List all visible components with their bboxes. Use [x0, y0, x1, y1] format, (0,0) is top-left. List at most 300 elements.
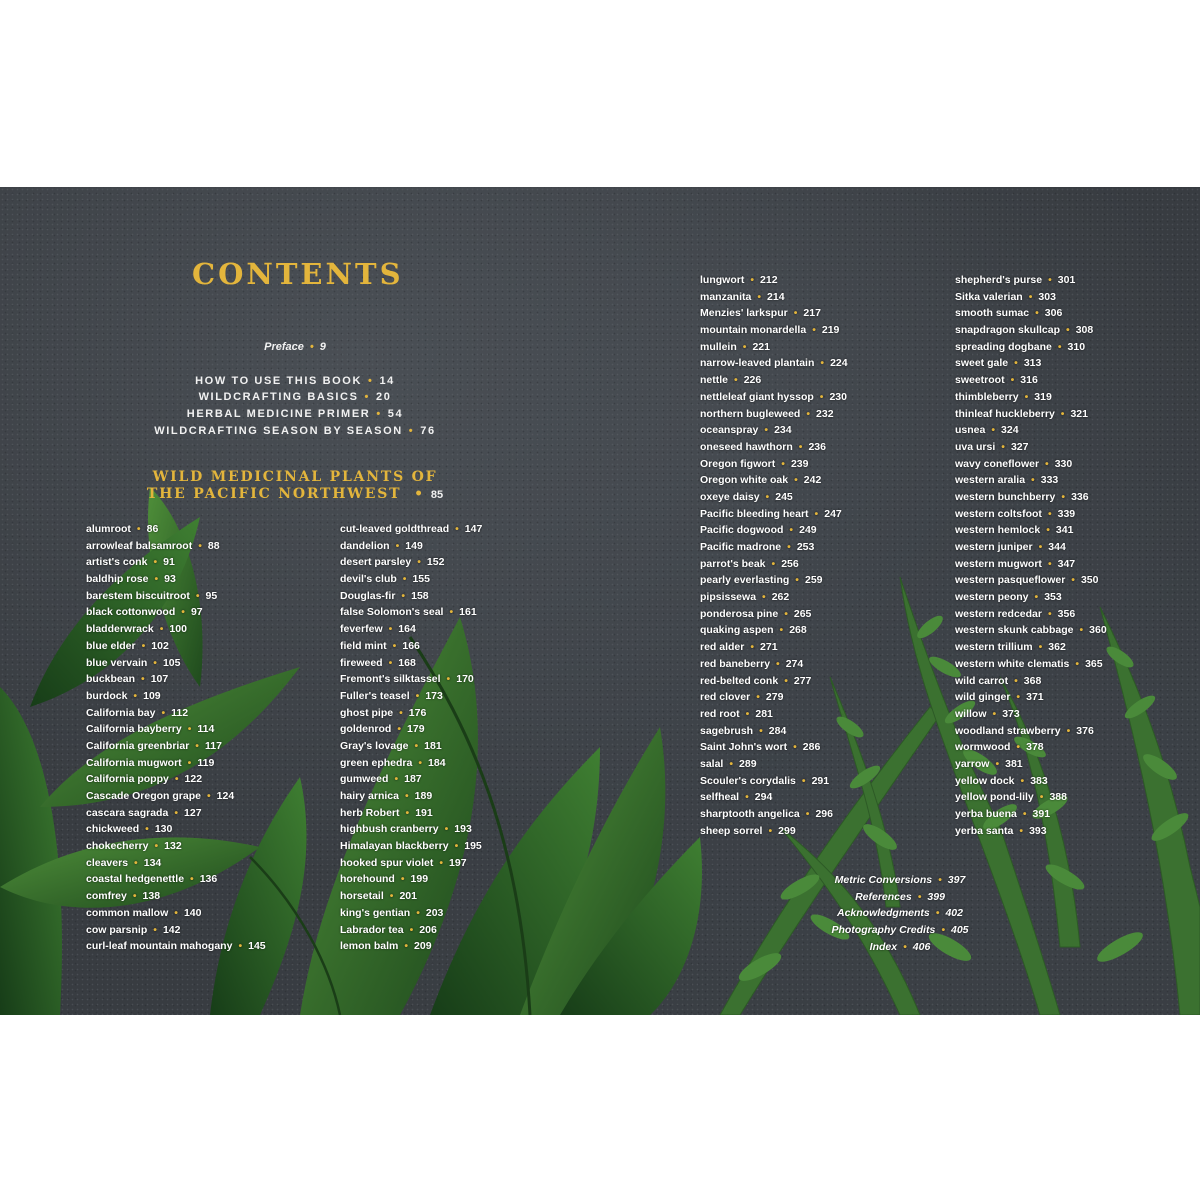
- page-number: 54: [387, 408, 404, 421]
- entry-title: Metric Conversions: [834, 874, 933, 886]
- bullet: •: [415, 689, 420, 702]
- entry-title: Acknowledgments: [837, 907, 930, 920]
- toc-entry[interactable]: [700, 589, 848, 606]
- bullet: •: [801, 774, 806, 787]
- bullet: •: [1019, 824, 1024, 837]
- plant-list-column-3: [700, 272, 848, 839]
- toc-entry[interactable]: [86, 671, 266, 688]
- page-number: 247: [824, 507, 842, 520]
- toc-entry[interactable]: [700, 406, 848, 423]
- entry-title: yerba buena: [955, 808, 1017, 820]
- bullet: •: [742, 340, 747, 353]
- toc-entry[interactable]: [700, 673, 848, 690]
- toc-entry[interactable]: [340, 655, 482, 672]
- toc-entry[interactable]: [955, 706, 1107, 723]
- page-number: 147: [464, 523, 483, 535]
- bullet: •: [364, 391, 370, 404]
- page-number: 95: [205, 589, 218, 602]
- toc-entry[interactable]: [140, 373, 450, 390]
- toc-entry[interactable]: [700, 422, 848, 439]
- toc-entry[interactable]: [955, 739, 1107, 756]
- entry-title: mullein: [700, 340, 737, 353]
- toc-entry[interactable]: [86, 705, 266, 722]
- toc-entry[interactable]: [140, 406, 450, 423]
- bullet: •: [729, 757, 734, 770]
- bullet: •: [145, 823, 149, 836]
- toc-entry[interactable]: [700, 522, 848, 539]
- toc-entry[interactable]: [700, 823, 848, 840]
- bullet: •: [1038, 641, 1043, 654]
- entry-title: spreading dogbane: [955, 340, 1052, 353]
- page-number: 117: [204, 739, 222, 752]
- entry-title: western juniper: [955, 541, 1033, 553]
- toc-entry[interactable]: [955, 439, 1107, 456]
- bullet: •: [1066, 324, 1070, 337]
- bullet: •: [1014, 357, 1018, 370]
- entry-title: herb Robert: [340, 806, 400, 819]
- bullet: •: [1045, 457, 1049, 470]
- bullet: •: [174, 906, 178, 919]
- page-number: 333: [1040, 474, 1059, 487]
- toc-entry[interactable]: [700, 806, 848, 823]
- toc-entry[interactable]: [700, 389, 848, 406]
- toc-entry[interactable]: [86, 538, 266, 555]
- toc-entry[interactable]: [86, 638, 266, 655]
- plant-list-column-1: [86, 521, 266, 955]
- toc-entry[interactable]: [340, 888, 482, 905]
- toc-entry[interactable]: [340, 721, 482, 738]
- page-number: 406: [912, 940, 931, 953]
- page-number: 362: [1048, 641, 1066, 654]
- page-number: 256: [781, 557, 799, 570]
- book-spread: [0, 187, 1200, 1015]
- toc-entry[interactable]: [700, 439, 848, 456]
- page-number: 122: [184, 773, 203, 786]
- toc-entry[interactable]: [955, 689, 1107, 706]
- page-number: 166: [402, 639, 420, 652]
- page-number: 360: [1089, 624, 1107, 637]
- page-number: 127: [184, 806, 202, 819]
- entry-title: yellow dock: [955, 774, 1015, 787]
- toc-entry[interactable]: [700, 706, 848, 723]
- toc-entry[interactable]: [800, 889, 1000, 906]
- entry-title: HOW TO USE THIS BOOK: [195, 374, 362, 387]
- page-number: 274: [785, 657, 804, 670]
- entry-title: Fremont's silktassel: [340, 673, 441, 686]
- toc-entry[interactable]: [955, 289, 1107, 306]
- entry-title: western trillium: [955, 641, 1033, 654]
- page-number: 142: [162, 923, 181, 936]
- toc-entry[interactable]: [955, 305, 1107, 322]
- page-number: 105: [162, 656, 181, 669]
- toc-entry[interactable]: [340, 938, 482, 955]
- toc-entry[interactable]: [86, 621, 266, 638]
- page-number: 132: [164, 840, 182, 853]
- toc-entry[interactable]: [700, 723, 848, 740]
- page-number: 239: [790, 457, 809, 470]
- toc-entry[interactable]: [140, 423, 450, 440]
- page-number: 339: [1057, 507, 1076, 520]
- toc-entry[interactable]: [700, 272, 848, 289]
- toc-entry[interactable]: [340, 771, 482, 788]
- toc-entry[interactable]: [955, 622, 1107, 639]
- page-number: 365: [1085, 657, 1103, 670]
- section-heading-line1: WILD MEDICINAL PLANTS OF: [152, 469, 438, 485]
- toc-entry[interactable]: [340, 922, 482, 939]
- toc-entry[interactable]: [700, 506, 848, 523]
- toc-entry[interactable]: [955, 539, 1107, 556]
- bullet: •: [409, 923, 414, 936]
- bullet: •: [439, 856, 444, 869]
- page-number: 310: [1067, 340, 1086, 353]
- bullet: •: [174, 773, 179, 786]
- toc-entry[interactable]: [340, 871, 482, 888]
- entry-title: WILDCRAFTING BASICS: [198, 391, 359, 404]
- toc-entry[interactable]: [955, 589, 1107, 606]
- toc-entry[interactable]: [700, 689, 848, 706]
- toc-entry[interactable]: [86, 688, 266, 705]
- page-number: 319: [1034, 390, 1052, 403]
- toc-entry[interactable]: [800, 872, 1000, 889]
- entry-title: red-belted conk: [700, 674, 779, 687]
- toc-entry[interactable]: [700, 305, 848, 322]
- page-number: 124: [216, 790, 235, 802]
- entry-title: highbush cranberry: [340, 823, 439, 836]
- toc-entry[interactable]: [340, 621, 482, 638]
- toc-entry[interactable]: [340, 738, 482, 755]
- bullet: •: [1060, 407, 1065, 420]
- entry-title: red alder: [700, 641, 745, 654]
- page-number: 289: [739, 757, 757, 770]
- toc-entry[interactable]: [340, 755, 482, 772]
- toc-entry[interactable]: [700, 739, 848, 756]
- entry-title: sagebrush: [700, 724, 754, 737]
- toc-entry[interactable]: [955, 806, 1107, 823]
- toc-entry[interactable]: [700, 556, 848, 573]
- entry-title: California bayberry: [86, 723, 182, 736]
- page-number: 336: [1071, 490, 1089, 503]
- toc-entry[interactable]: [955, 556, 1107, 573]
- bullet: •: [1047, 507, 1052, 520]
- page-number: 9: [319, 341, 326, 353]
- toc-entry[interactable]: [340, 671, 482, 688]
- toc-entry[interactable]: [800, 922, 1000, 939]
- toc-entry[interactable]: [86, 938, 266, 955]
- bullet: •: [206, 790, 211, 802]
- page-number: 214: [767, 290, 785, 303]
- page-number: 341: [1055, 524, 1074, 537]
- page-number: 164: [398, 623, 416, 636]
- toc-entry[interactable]: [700, 756, 848, 773]
- toc-entry[interactable]: [340, 588, 482, 605]
- toc-entry[interactable]: [700, 539, 848, 556]
- bullet: •: [1001, 440, 1005, 453]
- toc-entry[interactable]: [955, 656, 1107, 673]
- toc-entry[interactable]: [800, 905, 1000, 922]
- toc-entry[interactable]: [955, 506, 1107, 523]
- entry-title: Labrador tea: [340, 923, 404, 936]
- toc-entry[interactable]: [340, 688, 482, 705]
- page-number: 265: [793, 607, 812, 620]
- entry-title: parrot's beak: [700, 557, 766, 570]
- toc-entry[interactable]: [340, 855, 482, 872]
- toc-entry[interactable]: [955, 639, 1107, 656]
- bullet: •: [444, 823, 449, 836]
- page-number: 161: [459, 606, 477, 619]
- bullet: •: [820, 357, 825, 370]
- toc-entry[interactable]: [700, 622, 848, 639]
- page-number: 303: [1038, 290, 1056, 303]
- page-number: 399: [927, 890, 945, 903]
- toc-entry[interactable]: [86, 604, 266, 621]
- bullet: •: [765, 490, 770, 503]
- toc-entry[interactable]: [86, 905, 266, 922]
- toc-entry[interactable]: [955, 572, 1107, 589]
- bullet: •: [793, 741, 797, 754]
- entry-title: Gray's lovage: [340, 739, 409, 752]
- toc-entry[interactable]: [340, 638, 482, 655]
- entry-title: cow parsnip: [86, 923, 148, 936]
- toc-entry[interactable]: [86, 805, 266, 822]
- toc-entry[interactable]: [700, 489, 848, 506]
- bullet: •: [819, 390, 824, 403]
- bullet: •: [776, 657, 780, 670]
- entry-title: wavy coneflower: [955, 457, 1040, 470]
- toc-entry[interactable]: [86, 888, 266, 905]
- page-number: 100: [169, 623, 187, 636]
- bullet: •: [938, 874, 942, 886]
- toc-entry[interactable]: [700, 355, 848, 372]
- page-number: 397: [947, 874, 966, 886]
- entry-title: Sitka valerian: [955, 290, 1023, 303]
- entry-title: thimbleberry: [955, 390, 1019, 403]
- entry-title: Pacific bleeding heart: [700, 507, 809, 520]
- bullet: •: [195, 589, 200, 602]
- toc-entry[interactable]: [800, 939, 1000, 956]
- bullet: •: [1039, 791, 1044, 804]
- toc-entry[interactable]: [955, 322, 1107, 339]
- bullet: •: [376, 408, 382, 421]
- bullet: •: [903, 940, 907, 953]
- bullet: •: [455, 523, 459, 535]
- page-number: 313: [1023, 357, 1042, 370]
- entry-title: sweetroot: [955, 374, 1005, 387]
- entry-title: buckbean: [86, 673, 136, 686]
- bullet: •: [1031, 474, 1035, 487]
- bullet: •: [759, 724, 763, 737]
- bullet: •: [1057, 340, 1062, 353]
- toc-entry[interactable]: [955, 673, 1107, 690]
- bullet: •: [1014, 674, 1018, 687]
- page-number: 262: [771, 591, 790, 604]
- toc-entry[interactable]: [86, 721, 266, 738]
- entry-title: cleavers: [86, 856, 129, 869]
- page-number: 378: [1026, 741, 1044, 754]
- toc-entry[interactable]: [955, 339, 1107, 356]
- bullet: •: [414, 739, 419, 752]
- toc-entry[interactable]: [955, 823, 1107, 840]
- toc-entry[interactable]: [700, 789, 848, 806]
- page-number: 253: [796, 541, 815, 553]
- toc-entry[interactable]: [955, 422, 1107, 439]
- toc-entry[interactable]: [86, 554, 266, 571]
- toc-entry[interactable]: [700, 456, 848, 473]
- bullet: •: [1047, 607, 1052, 620]
- toc-entry[interactable]: [340, 604, 482, 621]
- toc-entry[interactable]: [955, 756, 1107, 773]
- toc-entry[interactable]: [86, 755, 266, 772]
- toc-entry[interactable]: [700, 639, 848, 656]
- bullet: •: [805, 808, 810, 820]
- bullet: •: [1035, 307, 1039, 320]
- entry-title: hooked spur violet: [340, 856, 434, 869]
- entry-title: feverfew: [340, 623, 383, 636]
- entry-title: coastal hedgenettle: [86, 873, 185, 886]
- page-number: 209: [414, 940, 432, 953]
- entry-title: artist's conk: [86, 556, 148, 569]
- toc-entry[interactable]: [700, 289, 848, 306]
- toc-entry[interactable]: [700, 472, 848, 489]
- toc-entry[interactable]: [955, 773, 1107, 790]
- entry-title: Pacific madrone: [700, 541, 782, 553]
- entry-title: cascara sagrada: [86, 806, 169, 819]
- toc-entry[interactable]: [86, 855, 266, 872]
- toc-entry[interactable]: [86, 571, 266, 588]
- toc-entry[interactable]: [340, 538, 482, 555]
- toc-entry[interactable]: [140, 389, 450, 406]
- toc-entry[interactable]: [340, 805, 482, 822]
- entry-title: baldhip rose: [86, 573, 149, 586]
- page-number: 203: [425, 906, 444, 919]
- bullet: •: [798, 440, 803, 453]
- entry-title: smooth sumac: [955, 307, 1030, 320]
- section-page-number: 85: [430, 489, 444, 501]
- page-number: 381: [1005, 757, 1023, 770]
- entry-title: wormwood: [955, 741, 1011, 754]
- toc-entry[interactable]: [955, 789, 1107, 806]
- toc-entry[interactable]: [86, 521, 266, 538]
- bullet: •: [995, 757, 1000, 770]
- bullet: •: [784, 674, 788, 687]
- toc-entry[interactable]: [86, 788, 266, 805]
- bullet: •: [132, 890, 137, 903]
- toc-entry[interactable]: [86, 588, 266, 605]
- toc-entry[interactable]: [955, 372, 1107, 389]
- entry-title: chickweed: [86, 823, 140, 836]
- entry-title: California bay: [86, 706, 156, 719]
- page-number: 301: [1057, 274, 1076, 286]
- toc-entry[interactable]: [340, 821, 482, 838]
- toc-entry[interactable]: [340, 838, 482, 855]
- toc-entry[interactable]: [86, 871, 266, 888]
- toc-entry[interactable]: [340, 521, 482, 538]
- toc-entry[interactable]: [86, 655, 266, 672]
- toc-entry[interactable]: [340, 571, 482, 588]
- toc-entry[interactable]: [955, 389, 1107, 406]
- page-number: 391: [1032, 808, 1051, 820]
- front-matter-list: [140, 339, 450, 439]
- page-number: 277: [793, 674, 812, 687]
- entry-title: horehound: [340, 873, 395, 886]
- toc-entry[interactable]: [86, 771, 266, 788]
- toc-entry[interactable]: [700, 339, 848, 356]
- page-number: 189: [414, 790, 433, 802]
- toc-entry[interactable]: [86, 738, 266, 755]
- entry-title: western redcedar: [955, 607, 1042, 620]
- toc-entry[interactable]: [955, 522, 1107, 539]
- page-number: 14: [379, 374, 395, 387]
- toc-entry[interactable]: [86, 922, 266, 939]
- page-number: 234: [774, 424, 792, 437]
- bullet: •: [141, 639, 146, 652]
- page-number: 281: [755, 707, 773, 720]
- entry-title: Photography Credits: [831, 924, 936, 937]
- entry-title: western aralia: [955, 474, 1026, 487]
- page-number: 140: [183, 906, 202, 919]
- bullet: •: [917, 890, 922, 903]
- page-number: 193: [454, 823, 472, 836]
- toc-entry[interactable]: [955, 456, 1107, 473]
- toc-entry[interactable]: [700, 322, 848, 339]
- page-number: 134: [143, 856, 162, 869]
- toc-entry[interactable]: [340, 705, 482, 722]
- toc-entry[interactable]: [340, 788, 482, 805]
- page-number: 350: [1080, 574, 1099, 587]
- toc-entry[interactable]: [955, 606, 1107, 623]
- toc-entry[interactable]: [340, 554, 482, 571]
- bullet: •: [404, 790, 409, 802]
- page-number: 20: [375, 391, 392, 404]
- toc-entry[interactable]: [340, 905, 482, 922]
- toc-entry[interactable]: [955, 472, 1107, 489]
- page-number: 107: [150, 673, 169, 686]
- bullet: •: [1022, 808, 1027, 820]
- bullet: •: [935, 907, 940, 920]
- toc-entry[interactable]: [86, 821, 266, 838]
- toc-entry[interactable]: [955, 723, 1107, 740]
- bullet: •: [1066, 724, 1071, 737]
- entry-title: woodland strawberry: [955, 724, 1061, 737]
- entry-title: blue vervain: [86, 656, 148, 669]
- toc-entry[interactable]: [955, 489, 1107, 506]
- bullet: •: [388, 623, 393, 636]
- page-number: 226: [743, 374, 762, 387]
- bullet: •: [745, 791, 749, 804]
- toc-entry[interactable]: [700, 656, 848, 673]
- toc-entry[interactable]: [140, 339, 450, 356]
- bullet: •: [454, 840, 459, 853]
- bullet: •: [198, 539, 202, 552]
- page-number: 181: [424, 739, 442, 752]
- toc-entry[interactable]: [86, 838, 266, 855]
- bullet: •: [367, 374, 374, 387]
- toc-entry[interactable]: [700, 372, 848, 389]
- toc-entry[interactable]: [700, 773, 848, 790]
- toc-entry[interactable]: [955, 406, 1107, 423]
- entry-title: cut-leaved goldthread: [340, 523, 450, 535]
- page-number: 109: [143, 689, 161, 702]
- entry-title: western coltsfoot: [955, 507, 1042, 520]
- toc-entry[interactable]: [700, 572, 848, 589]
- toc-entry[interactable]: [955, 355, 1107, 372]
- toc-entry[interactable]: [955, 272, 1107, 289]
- page-number: 393: [1029, 824, 1047, 837]
- bullet: •: [1046, 524, 1050, 537]
- page-number: 308: [1075, 324, 1094, 337]
- toc-entry[interactable]: [700, 606, 848, 623]
- entry-title: thinleaf huckleberry: [955, 407, 1055, 420]
- section-heading-line2: THE PACIFIC NORTHWEST: [146, 486, 402, 502]
